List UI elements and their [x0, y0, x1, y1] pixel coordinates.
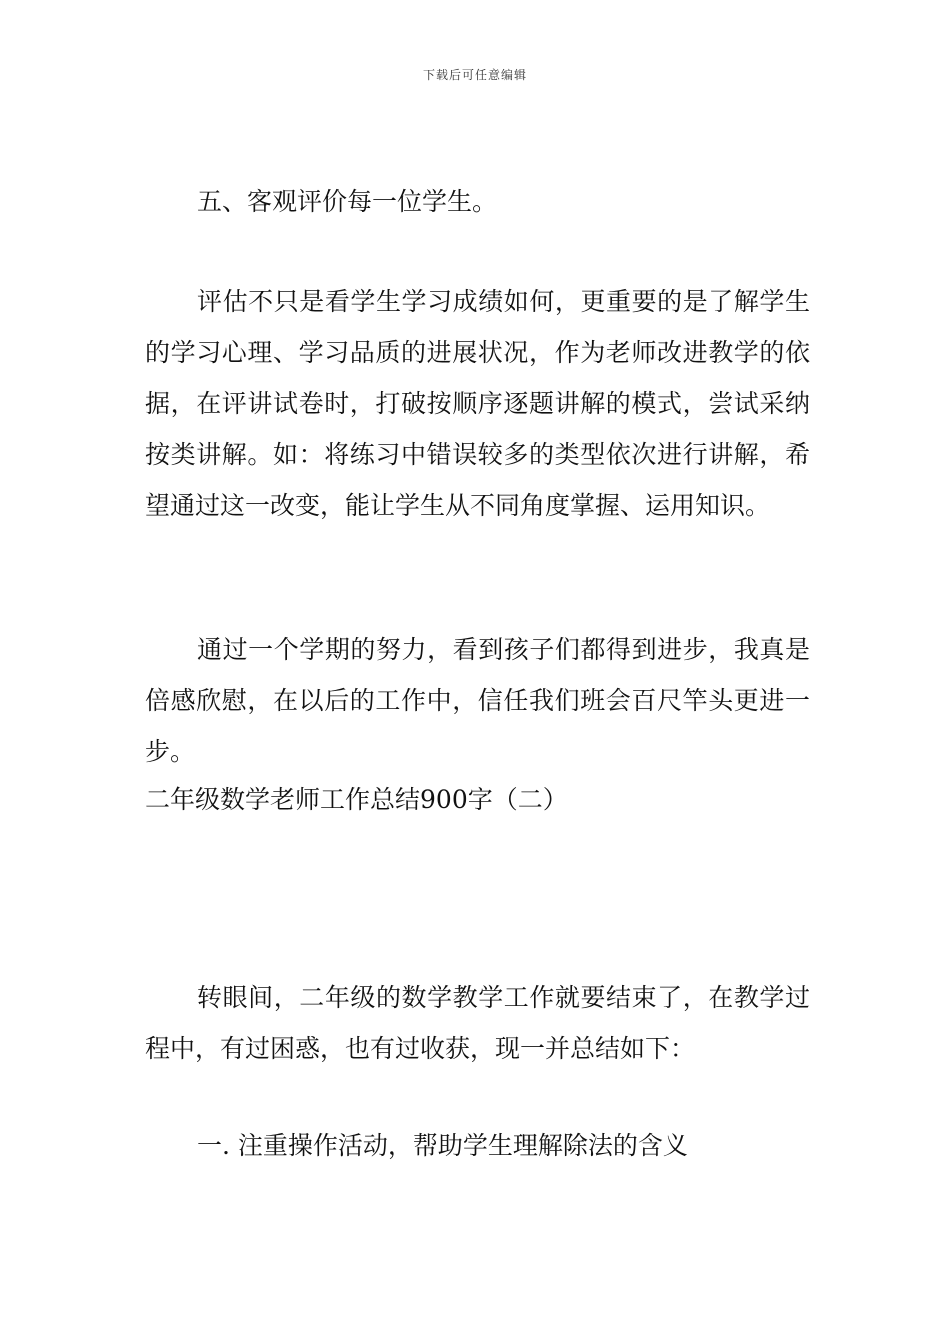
paragraph-introduction: 转眼间，二年级的数学教学工作就要结束了，在教学过程中，有过困惑，也有过收获，现一并总结如下：	[145, 983, 810, 1063]
section-heading-five: 五、客观评价每一位学生。	[197, 187, 498, 216]
page-header: 下载后可任意编辑	[422, 68, 527, 82]
paragraph-evaluation: 评估不只是看学生学习成绩如何，更重要的是了解学生的学习心理、学习品质的进展状况，作为老师改进教学的依据，在评讲试卷时，打破按顺序逐题讲解的模式，尝试采纳按类讲解。如：将练习中错误较多的类型依次进行讲解，希望通过这一改变，能让学生从不同角度掌握、运用知识。	[145, 287, 810, 520]
document-subtitle: 二年级数学老师工作总结900字（二）	[145, 785, 568, 814]
paragraph-semester-summary: 通过一个学期的努力，看到孩子们都得到进步，我真是倍感欣慰，在以后的工作中，信任我们班会百尺竿头更进一步。	[145, 635, 810, 766]
section-heading-one: 一. 注重操作活动，帮助学生理解除法的含义	[197, 1131, 688, 1160]
